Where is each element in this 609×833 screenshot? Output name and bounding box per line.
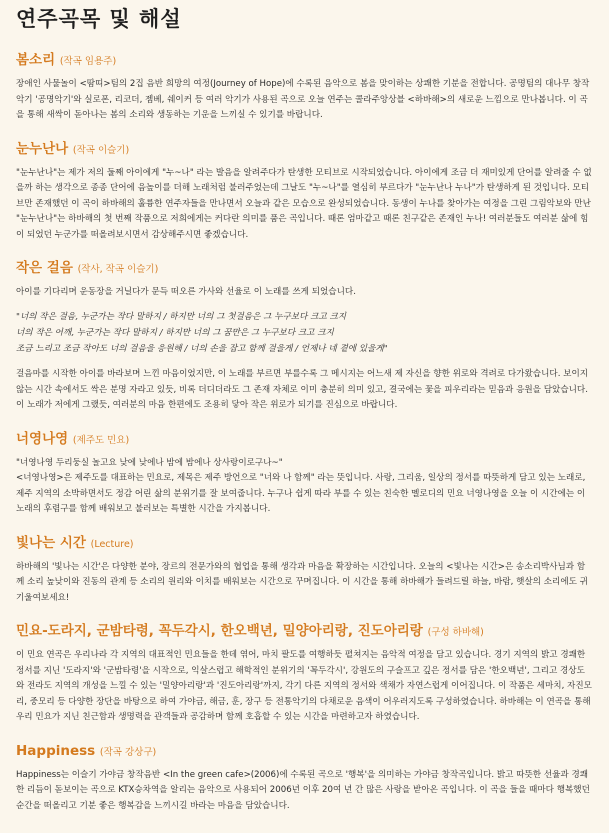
- section-paragraph: 장애인 사물놀이 <땀띠>팀의 2집 음반 희망의 여정(Journey of Hope)에 수록된 음악으로 봄을 맞이하는 상쾌한 기분을 전합니다. 공명팀의 대나무 창작악기 '공명악기'와 실로폰, 리코더, 젬베, 쉐이커 등 여러 악기가 사용된 곡으로 오늘 연주는 콜라주앙상블 <하바해>의 새로운 느낌으로 만나봅니다. 이 곡을 통해 새싹이 돋아나는 봄의 소리와 생동하는 기운을 느끼실 수 있기를 바랍니다.: [16, 79, 590, 120]
- section-neoyoung-nayoung: [16, 431, 593, 518]
- section-heading: [16, 431, 593, 449]
- lyrics-line: "너의 작은 걸음, 누군가는 작다 말하지 / 하지만 너의 그 첫걸음은 그 누구보다 크고 크지: [16, 311, 347, 322]
- section-nunnunanna: [16, 141, 593, 244]
- section-heading: [16, 52, 593, 70]
- section-paragraph: "너영나영 두리둥실 놀고요 낮에 낮에나 밤에 밤에나 상사랑이로구나~": [16, 457, 283, 468]
- section-subtitle: (작곡 강상구): [99, 746, 157, 758]
- lyrics-quote: [16, 309, 593, 358]
- section-subtitle: (제주도 민요): [72, 434, 130, 446]
- section-paragraph: Happiness는 이슬기 가야금 창작음반 <In the green cafe>(2006)에 수록된 곡으로 '행복'을 의미하는 가야금 창작곡입니다. 밝고 따뜻한 선율과 경쾌한 리듬이 돋보이는 곡으로 KTX승차역을 알리는 음악으로 사용되어 2006년 이후 20여 년 간 많은 사랑을 받아온 곡입니다. 이 곡을 들을 때마다 행복했던 순간을 떠올리고 기분 좋은 행복감을 느끼시길 바라는 마음을 담았습니다.: [16, 769, 590, 811]
- lyrics-line: 너의 작은 어깨, 누군가는 작다 말하지 / 하지만 너의 그 꿈만은 그 누구보다 크고 크지: [16, 327, 334, 338]
- section-happiness: [16, 743, 593, 815]
- section-paragraph: 하바해의 '빛나는 시간'은 다양한 분야, 장르의 전문가와의 협업을 통해 생각과 마음을 확장하는 시간입니다. 오늘의 <빛나는 시간>은 송소리박사님과 함께 소리 높낮이와 진동의 관계 등 소리의 원리와 이치를 배워보는 시간으로 꾸며집니다. 이 시간을 통해 하바해가 들려드릴 하늘, 바람, 햇살의 소리에도 귀기울여보세요!: [16, 561, 588, 603]
- section-heading: [16, 535, 593, 553]
- section-bomsori: [16, 52, 593, 124]
- section-subtitle: (Lecture): [90, 538, 134, 550]
- section-subtitle: (작곡 이슬기): [72, 144, 130, 156]
- section-title: 작은 걸음: [16, 260, 73, 276]
- section-paragraph: <너영나영>은 제주도를 대표하는 민요로, 제목은 제주 방언으로 "너와 나 함께" 라는 뜻입니다. 사랑, 그리움, 일상의 정서를 따뜻하게 담고 있는 노래로, 제주 지역의 소박하면서도 정감 어린 삶의 분위기를 잘 보여줍니다. 누구나 쉽게 따라 부를 수 있는 친숙한 멜로디의 민요 너영나영을 오늘 이 시간에는 이 노래의 후렴구를 함께 배워보고 불러보는 특별한 시간을 가지봅니다.: [16, 473, 586, 515]
- section-paragraph: 아이를 기다리며 운동장을 거닐다가 문득 떠오른 가사와 선율로 이 노래를 쓰게 되었습니다.: [16, 287, 356, 297]
- section-subtitle: (작사, 작곡 이슬기): [77, 264, 159, 275]
- section-heading: [16, 623, 593, 641]
- section-paragraph: "눈누난나"는 제가 저의 둘째 아이에게 "누~나" 라는 발음을 알려주다가 탄생한 모티브로 시작되었습니다. 아이에게 조금 더 재미있게 단어를 알려줄 수 없을까 하는 생각으로 종종 단어에 음높이를 더해 노래처럼 불러주었는데 그날도 "누~나"를 열심히 부르다가 "눈누난나 누나"가 탄생하게 된 것입니다. 모티브만 존재했던 이 곡이 하바해의 훌륭한 연주자들을 만나면서 오늘과 같은 모습으로 완성되었습니다. 동생이 누나를 찾아가는 여정을 그린 그림악보와 만난 "눈누난나"는 하바해의 첫 번째 작품으로 저희에게는 커다란 의미를 품은 곡입니다. 때론 엄마같고 때론 친구같은 존재인 누나! 여러분들도 여러분 삶에 힘이 되었던 누군가를 떠올려보시면서 감상해주시면 좋겠습니다.: [16, 167, 592, 240]
- section-subtitle: (구성 하바해): [427, 627, 484, 639]
- section-subtitle: (작곡 임용주): [59, 56, 117, 67]
- section-title: 눈누난나: [16, 140, 69, 157]
- section-minyo-medley: [16, 623, 593, 726]
- section-title: 너영나영: [16, 430, 69, 447]
- section-title: 봄소리: [16, 52, 56, 68]
- section-paragraph: 걸음마를 시작한 아이를 바라보며 느낀 마음이었지만, 이 노래를 부르면 부를수록 그 메시지는 어느새 제 자신을 향한 위로와 격려로 다가왔습니다. 보이지 않는 시간 속에서도 싹은 분명 자라고 있듯, 비록 더디더라도 그 존재 자체로 이미 충분히 의미 있고, 결국에는 꽃을 피우리라는 믿음과 응원을 담았습니다. 이 노래가 저에게 그랬듯, 여러분의 마음 한편에도 조용히 닿아 작은 위로가 되기를 진심으로 바랍니다.: [16, 369, 589, 411]
- section-title: 민요-도라지, 군밤타령, 꼭두각시, 한오백년, 밀양아리랑, 진도아리랑: [16, 623, 423, 640]
- section-heading: [16, 260, 593, 278]
- section-heading: [16, 141, 593, 159]
- section-title: 빛나는 시간: [16, 534, 86, 551]
- page-title: 연주곡목 및 해설: [16, 7, 182, 31]
- section-jageun-georeum: [16, 260, 593, 414]
- section-binnaneun-sigan: [16, 535, 593, 607]
- lyrics-line: 조금 느리고 조금 작아도 너의 걸음을 응원해 / 너의 손을 잡고 함께 걸을게 / 언제나 네 곁에 있을게": [16, 344, 388, 355]
- section-title: Happiness: [16, 742, 96, 759]
- section-paragraph: 이 민요 연곡은 우리나라 각 지역의 대표적인 민요들을 한데 엮어, 마치 팔도를 여행하듯 펼쳐지는 음악적 여정을 담고 있습니다. 경기 지역의 밝고 경쾌한 정서를 지닌 '도라지'와 '군밤타령'을 시작으로, 익살스럽고 해학적인 분위기의 '꼭두각시', 강원도의 구슬프고 깊은 정서를 담은 '한오백년', 그리고 경상도와 전라도 지역의 개성을 느낄 수 있는 '밀양아리랑'과 '진도아리랑'까지, 각기 다른 지역의 정서와 색채가 자연스럽게 이어집니다. 이 작품은 세마치, 자진모리, 중모리 등 다양한 장단을 바탕으로 하여 가야금, 해금, 훈, 장구 등 전통악기의 다채로운 음색이 어우러지도록 구성하였습니다. 하바해는 이 연곡을 통해 우리 민요가 지닌 친근함과 생명력을 관객들과 공감하며 함께 호흡할 수 있는 시간을 마련하고자 하였습니다.: [16, 650, 592, 723]
- section-heading: [16, 743, 593, 761]
